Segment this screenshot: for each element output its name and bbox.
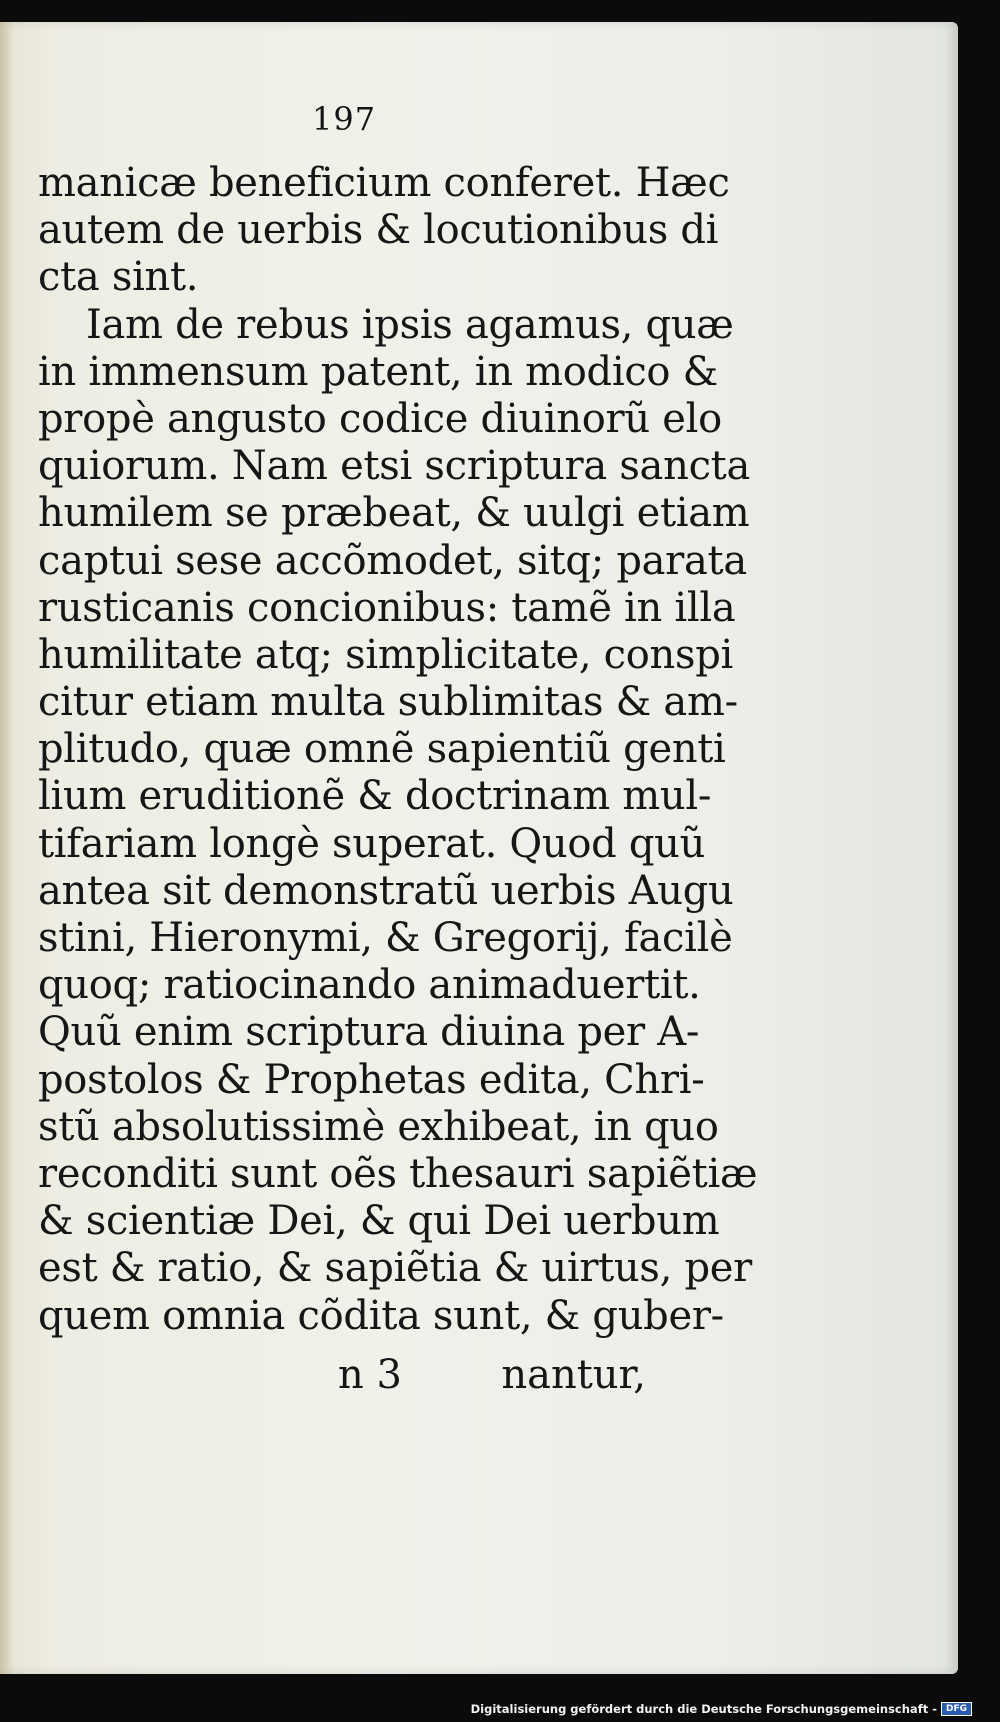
text-line: autem de uerbis & locutionibus di	[38, 207, 719, 254]
text-line: quoq; ratiocinando animaduertit.	[38, 962, 701, 1009]
page-gutter	[0, 22, 14, 1674]
text-line: stũ absolutissimè exhibeat, in quo	[38, 1103, 719, 1150]
text-line: cta sint.	[38, 254, 199, 301]
text-line: postolos & Prophetas edita, Chri-	[38, 1056, 705, 1103]
text-line: in immensum patent, in modico &	[38, 348, 718, 395]
text-line: quem omnia cõdita sunt, & guber-	[38, 1292, 724, 1339]
page-number: 197	[312, 100, 377, 138]
dfg-logo-icon: DFG	[941, 1702, 972, 1716]
text-line: Iam de rebus ipsis agamus, quæ	[86, 301, 734, 348]
text-line: reconditi sunt oẽs thesauri sapiẽtiæ	[38, 1150, 758, 1197]
text-line: antea sit demonstratũ uerbis Augu	[38, 867, 734, 914]
catchword: nantur,	[501, 1352, 646, 1398]
text-line: stini, Hieronymi, & Gregorij, facilè	[38, 915, 733, 961]
text-line: & scientiæ Dei, & qui Dei uerbum	[38, 1198, 720, 1245]
text-line: citur etiam multa sublimitas & am-	[38, 679, 738, 726]
credit-text: Digitalisierung gefördert durch die Deutsche Forschungsgemeinschaft -	[470, 1702, 937, 1716]
text-line: plitudo, quæ omnẽ sapientiũ genti	[38, 726, 726, 773]
text-line: quiorum. Nam etsi scriptura sancta	[38, 443, 750, 490]
funding-credit	[471, 1702, 972, 1716]
body-text	[38, 160, 758, 1340]
text-line: tifariam longè superat. Quod quũ	[38, 820, 706, 867]
text-line: humilitate atq; simplicitate, conspi	[38, 631, 734, 678]
page-footer	[38, 1352, 658, 1402]
text-line: captui sese accõmodet, sitq; parata	[38, 537, 747, 584]
text-line: est & ratio, & sapiẽtia & uirtus, per	[38, 1245, 752, 1292]
text-line: Quũ enim scriptura diuina per A-	[38, 1009, 700, 1056]
signature-mark: n 3	[338, 1352, 402, 1398]
text-line: rusticanis concionibus: tamẽ in illa	[38, 584, 736, 631]
text-line: humilem se præbeat, & uulgi etiam	[38, 490, 750, 537]
text-line: propè angusto codice diuinorũ elo	[38, 395, 722, 442]
text-line: lium eruditionẽ & doctrinam mul-	[38, 773, 712, 820]
book-page	[0, 22, 958, 1674]
text-line: manicæ beneficium conferet. Hæc	[38, 160, 730, 206]
